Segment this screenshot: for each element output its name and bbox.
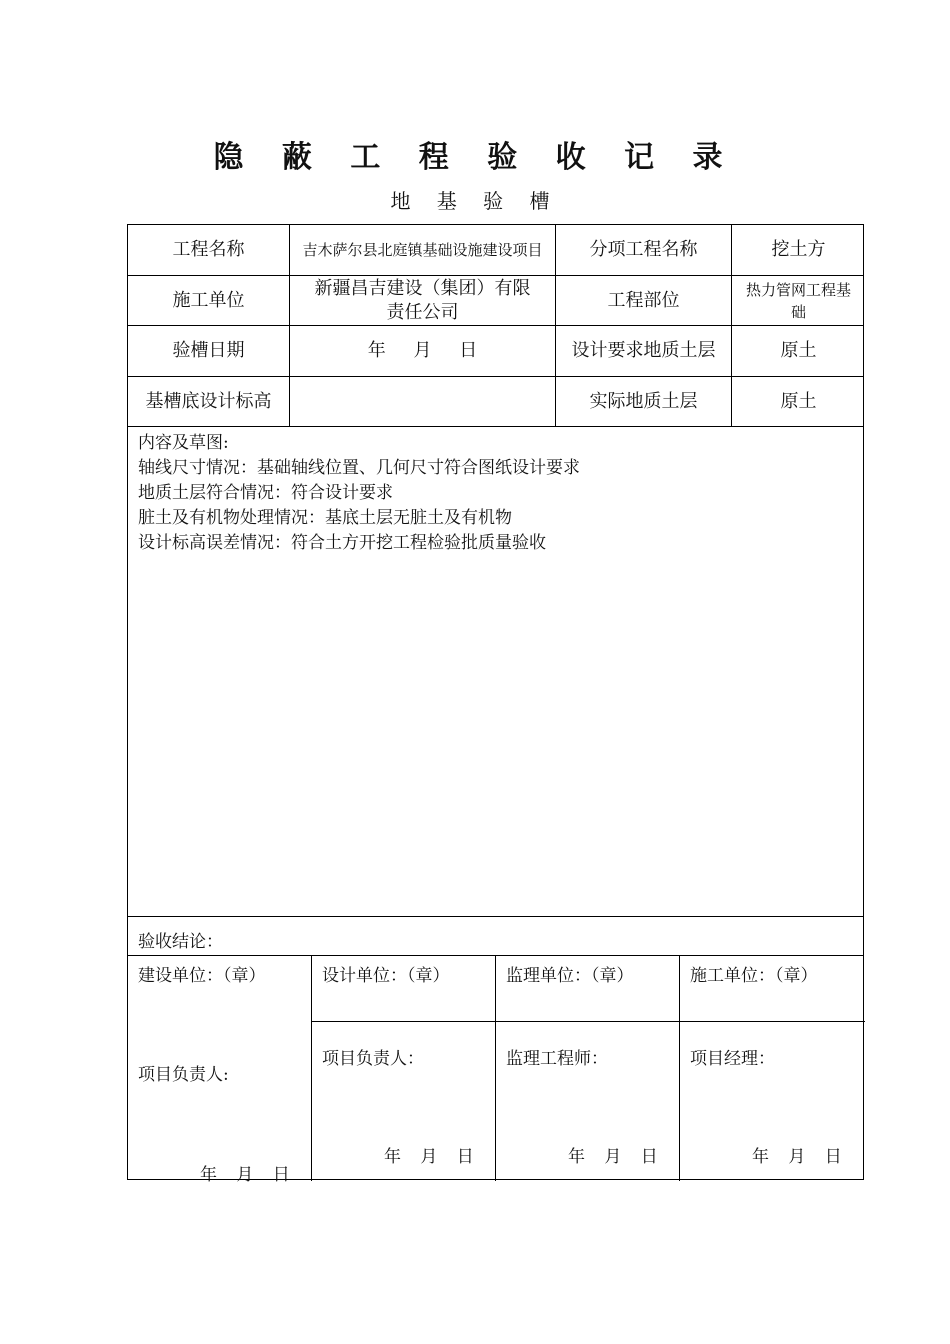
- supervisor-unit: 监理单位：（章）: [506, 966, 634, 986]
- actual-soil-label: 实际地质土层: [556, 377, 732, 426]
- design-soil-value: 原土: [780, 340, 817, 361]
- row-inspection-date: [128, 326, 863, 377]
- inspection-date-label: 验槽日期: [128, 326, 290, 376]
- bottom-elevation-value: [290, 377, 556, 426]
- row-bottom-elevation: [128, 377, 863, 427]
- designer-unit: 设计单位：（章）: [322, 966, 450, 986]
- row-project-name: [128, 225, 863, 276]
- page-title: 隐 蔽 工 程 验 收 记 录: [213, 140, 737, 175]
- project-name-value: [290, 225, 556, 275]
- designer-date: 年 月 日: [384, 1147, 474, 1167]
- content-section: [128, 427, 863, 917]
- content-text: [138, 431, 580, 556]
- builder-divider: [680, 1021, 865, 1022]
- signature-builder: [680, 956, 865, 1181]
- conclusion-label: 验收结论：: [138, 932, 223, 952]
- signature-designer: [312, 956, 496, 1181]
- builder-person: 项目经理：: [690, 1049, 775, 1069]
- designer-divider: [312, 1021, 495, 1022]
- sub-project-label: 分项工程名称: [556, 225, 732, 275]
- content-line-dirt: 脏土及有机物处理情况：基底土层无脏土及有机物: [138, 508, 512, 528]
- location-value: [732, 276, 865, 325]
- owner-date: 年 月 日: [200, 1165, 290, 1185]
- owner-unit: 建设单位：（章）: [138, 966, 266, 986]
- designer-person: 项目负责人：: [322, 1049, 424, 1069]
- row-contractor: [128, 276, 863, 326]
- supervisor-date: 年 月 日: [568, 1147, 658, 1167]
- signature-supervisor: [496, 956, 680, 1181]
- supervisor-divider: [496, 1021, 679, 1022]
- page-subtitle: 地 基 验 槽: [390, 189, 560, 213]
- content-line-axis: 轴线尺寸情况：基础轴线位置、几何尺寸符合图纸设计要求: [138, 458, 580, 478]
- conclusion-section: [128, 917, 863, 956]
- location-label: 工程部位: [556, 276, 732, 325]
- owner-person: 项目负责人:: [138, 1065, 229, 1085]
- inspection-date-value: 年 月 日: [290, 326, 556, 376]
- project-name-text: 吉木萨尔县北庭镇基础设施建设项目: [302, 241, 543, 259]
- actual-soil-value: 原土: [780, 390, 817, 412]
- builder-date: 年 月 日: [752, 1147, 842, 1167]
- location-text: 热力管网工程基础: [746, 280, 852, 321]
- contractor-value: [290, 276, 556, 325]
- content-line-elevation: 设计标高误差情况：符合土方开挖工程检验批质量验收: [138, 533, 546, 553]
- contractor-text: 新疆昌吉建设（集团）有限责任公司: [314, 277, 531, 323]
- bottom-elevation-label: 基槽底设计标高: [128, 377, 290, 426]
- content-line-soil: 地质土层符合情况：符合设计要求: [138, 483, 393, 503]
- sub-project-value: 挖土方: [771, 239, 826, 260]
- content-heading: 内容及草图:: [138, 433, 229, 453]
- inspection-form: [127, 224, 864, 1185]
- builder-unit: 施工单位：（章）: [690, 966, 818, 986]
- supervisor-person: 监理工程师：: [506, 1049, 608, 1069]
- contractor-label: 施工单位: [128, 276, 290, 325]
- signature-section: [128, 956, 863, 1185]
- project-name-label: 工程名称: [128, 225, 290, 275]
- design-soil-label: 设计要求地质土层: [556, 326, 732, 376]
- signature-owner: [128, 956, 312, 1185]
